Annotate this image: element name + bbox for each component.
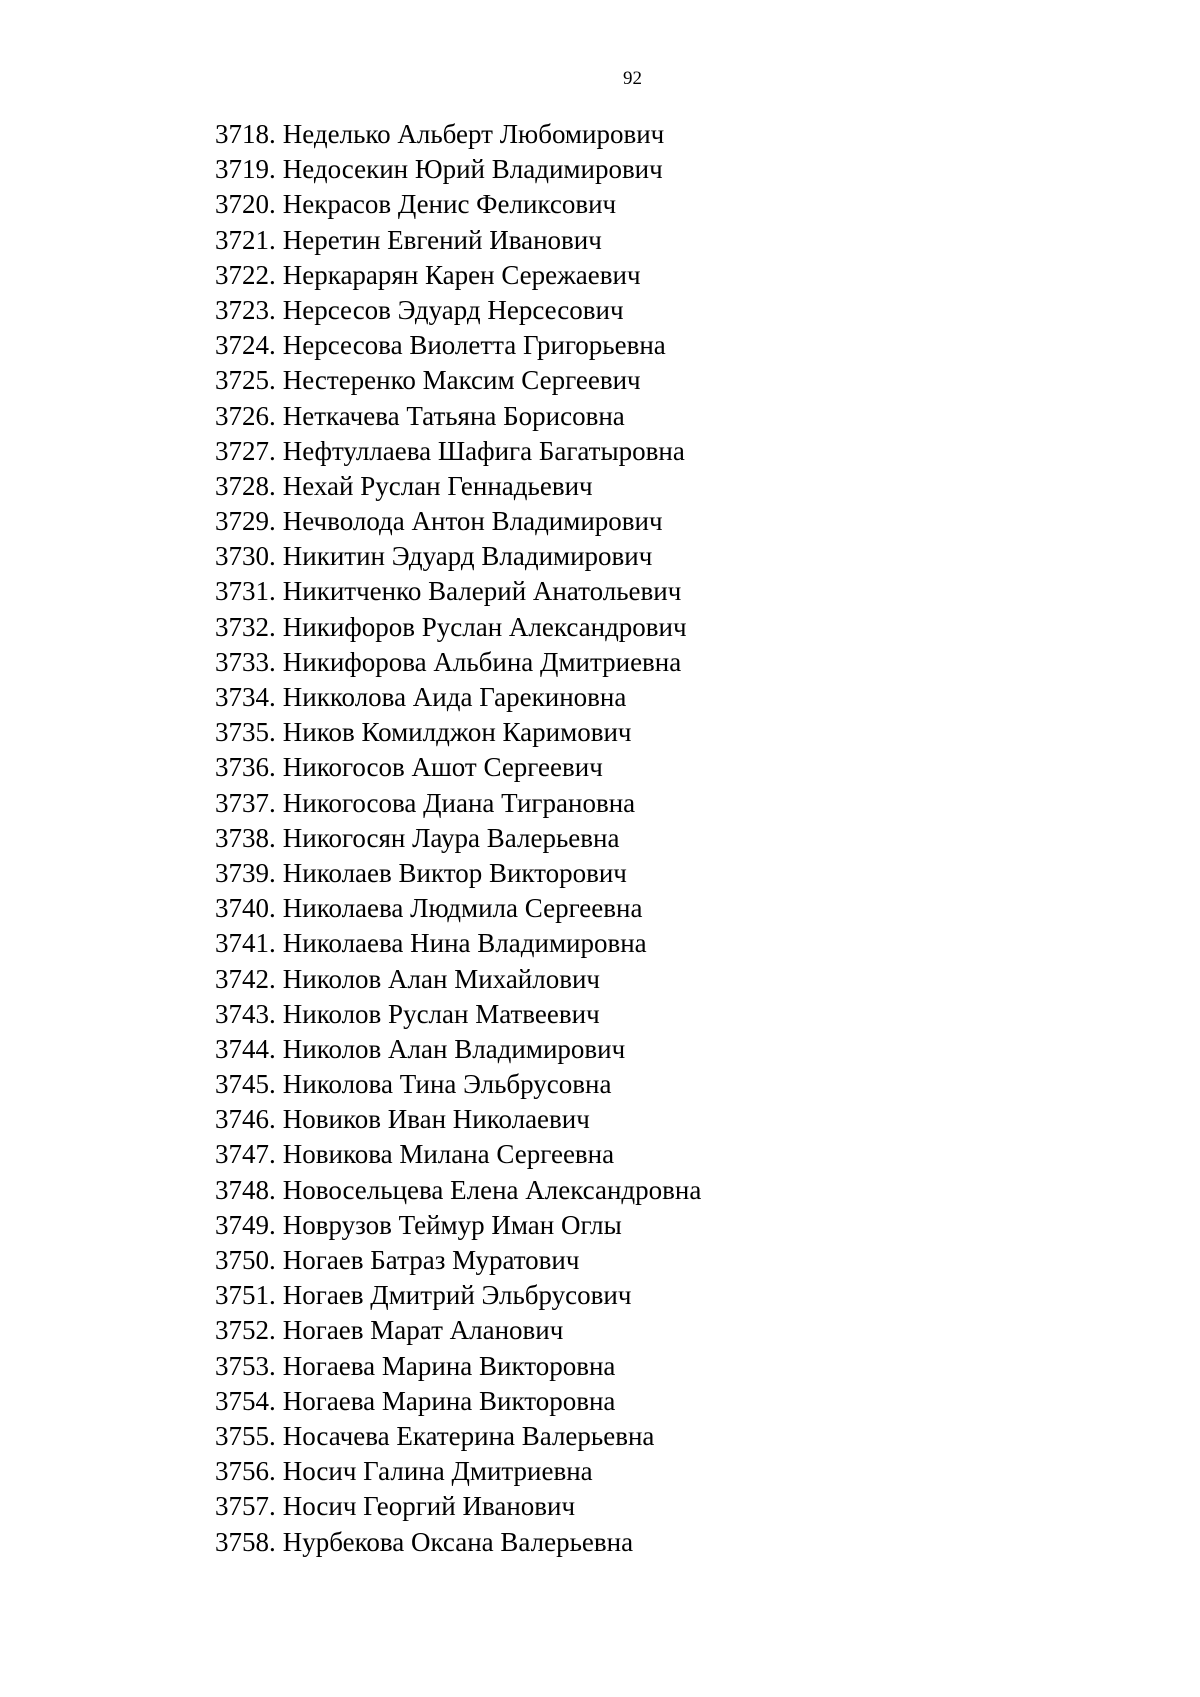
entry-full-name: Ногаева Марина Викторовна: [282, 1350, 616, 1381]
entry-full-name: Нечволода Антон Владимирович: [282, 506, 663, 537]
page-number: 92: [623, 68, 642, 89]
entry-full-name: Нефтуллаева Шафига Багатыровна: [282, 435, 685, 466]
list-item: [215, 1137, 701, 1172]
entry-full-name: Никогосова Диана Тиграновна: [282, 787, 636, 818]
entry-full-name: Неретин Евгений Иванович: [282, 224, 602, 255]
list-item: [215, 750, 701, 785]
entry-full-name: Нестеренко Максим Сергеевич: [282, 365, 641, 396]
entry-number: 3724.: [215, 330, 276, 361]
entry-number: 3732.: [215, 611, 276, 642]
list-item: [215, 1067, 701, 1102]
entry-full-name: Новосельцева Елена Александровна: [282, 1174, 702, 1205]
list-item: [215, 293, 701, 328]
entry-full-name: Нурбекова Оксана Валерьевна: [282, 1526, 634, 1557]
list-item: [215, 786, 701, 821]
list-item: [215, 680, 701, 715]
entry-full-name: Неркарарян Карен Сережаевич: [282, 259, 641, 290]
list-item: [215, 856, 701, 891]
entry-full-name: Носич Галина Дмитриевна: [282, 1456, 593, 1487]
entry-full-name: Новикова Милана Сергеевна: [282, 1139, 615, 1170]
list-item: [215, 363, 701, 398]
list-item: [215, 1489, 701, 1524]
list-item: [215, 962, 701, 997]
list-item: [215, 1278, 701, 1313]
entry-number: 3757.: [215, 1491, 276, 1522]
entry-full-name: Никколова Аида Гарекиновна: [282, 682, 627, 712]
list-item: [215, 645, 701, 680]
entry-full-name: Николова Тина Эльбрусовна: [282, 1069, 612, 1100]
list-item: [215, 328, 701, 363]
list-item: [215, 187, 701, 222]
list-item: [215, 1102, 701, 1137]
entry-number: 3722.: [215, 259, 276, 290]
list-item: [215, 1419, 701, 1454]
entry-full-name: Николов Алан Владимирович: [282, 1033, 626, 1064]
entry-full-name: Недосекин Юрий Владимирович: [282, 154, 663, 185]
entry-number: 3730.: [215, 541, 276, 572]
entry-number: 3750.: [215, 1245, 276, 1275]
list-item: [215, 258, 701, 293]
list-item: [215, 434, 701, 469]
list-item: [215, 539, 701, 574]
entry-full-name: Николов Руслан Матвеевич: [282, 998, 600, 1029]
entry-full-name: Носачева Екатерина Валерьевна: [282, 1420, 655, 1451]
entry-full-name: Никифоров Руслан Александрович: [282, 611, 687, 642]
entry-full-name: Никитченко Валерий Анатольевич: [282, 576, 682, 607]
entry-number: 3723.: [215, 294, 276, 325]
list-item: [215, 152, 701, 187]
entry-full-name: Ногаев Марат Аланович: [282, 1315, 564, 1346]
entry-number: 3756.: [215, 1456, 276, 1487]
entry-full-name: Некрасов Денис Феликсович: [282, 189, 617, 220]
entry-number: 3748.: [215, 1174, 276, 1205]
entry-number: 3745.: [215, 1069, 276, 1100]
entry-number: 3742.: [215, 963, 276, 994]
entry-full-name: Никифорова Альбина Дмитриевна: [282, 646, 682, 677]
entry-number: 3752.: [215, 1315, 276, 1346]
list-item: [215, 574, 701, 609]
entry-number: 3729.: [215, 506, 276, 537]
entry-number: 3719.: [215, 154, 276, 185]
entry-number: 3733.: [215, 646, 276, 677]
entry-number: 3743.: [215, 998, 276, 1029]
entry-full-name: Ногаев Дмитрий Эльбрусович: [282, 1280, 632, 1311]
entry-number: 3753.: [215, 1350, 276, 1381]
entry-number: 3747.: [215, 1139, 276, 1170]
list-item: [215, 926, 701, 961]
list-item: [215, 1032, 701, 1067]
entry-number: 3725.: [215, 365, 276, 396]
entry-number: 3726.: [215, 400, 276, 431]
list-item: [215, 891, 701, 926]
entry-full-name: Новиков Иван Николаевич: [282, 1104, 590, 1135]
entry-full-name: Ногаева Марина Викторовна: [282, 1385, 616, 1416]
entry-number: 3758.: [215, 1526, 276, 1557]
entry-full-name: Нерсесова Виолетта Григорьевна: [282, 330, 666, 361]
entry-full-name: Никогосян Лаура Валерьевна: [282, 822, 620, 853]
entry-number: 3718.: [215, 119, 276, 149]
list-item: [215, 1173, 701, 1208]
entry-number: 3731.: [215, 576, 276, 607]
entry-number: 3728.: [215, 470, 276, 501]
entry-full-name: Новрузов Теймур Иман Оглы: [282, 1209, 622, 1240]
list-item: [215, 1525, 701, 1560]
entry-full-name: Нерсесов Эдуард Нерсесович: [282, 294, 624, 325]
entry-number: 3755.: [215, 1420, 276, 1451]
list-item: [215, 469, 701, 504]
list-item: [215, 223, 701, 258]
entry-number: 3721.: [215, 224, 276, 255]
list-item: [215, 821, 701, 856]
list-item: [215, 610, 701, 645]
entry-number: 3744.: [215, 1033, 276, 1064]
entry-number: 3734.: [215, 682, 276, 712]
list-item: [215, 399, 701, 434]
entry-full-name: Никитин Эдуард Владимирович: [282, 541, 653, 572]
entry-number: 3746.: [215, 1104, 276, 1135]
list-item: [215, 1454, 701, 1489]
list-item: [215, 1313, 701, 1348]
entry-full-name: Нехай Руслан Геннадьевич: [282, 470, 593, 501]
entry-number: 3735.: [215, 717, 276, 748]
list-item: [215, 504, 701, 539]
entry-number: 3741.: [215, 928, 276, 959]
list-item: [215, 715, 701, 750]
entry-number: 3749.: [215, 1209, 276, 1240]
entry-number: 3751.: [215, 1280, 276, 1311]
entry-full-name: Ников Комилджон Каримович: [282, 717, 632, 748]
entry-full-name: Николаева Нина Владимировна: [282, 928, 647, 959]
entry-full-name: Николаева Людмила Сергеевна: [282, 893, 643, 924]
list-item: [215, 997, 701, 1032]
entry-full-name: Николаев Виктор Викторович: [282, 857, 627, 888]
entry-full-name: Николов Алан Михайлович: [282, 963, 600, 994]
entry-number: 3738.: [215, 822, 276, 853]
entry-full-name: Неделько Альберт Любомирович: [282, 119, 665, 149]
entry-number: 3740.: [215, 893, 276, 924]
entry-full-name: Носич Георгий Иванович: [282, 1491, 576, 1522]
entry-number: 3727.: [215, 435, 276, 466]
entry-number: 3739.: [215, 857, 276, 888]
list-item: [215, 1349, 701, 1384]
list-item: [215, 1243, 701, 1278]
entry-number: 3754.: [215, 1385, 276, 1416]
list-item: [215, 1208, 701, 1243]
name-list: [215, 117, 701, 1560]
entry-full-name: Неткачева Татьяна Борисовна: [282, 400, 625, 431]
entry-number: 3736.: [215, 752, 276, 783]
entry-number: 3737.: [215, 787, 276, 818]
entry-number: 3720.: [215, 189, 276, 220]
list-item: [215, 1384, 701, 1419]
entry-full-name: Никогосов Ашот Сергеевич: [282, 752, 603, 783]
entry-full-name: Ногаев Батраз Муратович: [282, 1245, 580, 1275]
list-item: [215, 117, 701, 152]
